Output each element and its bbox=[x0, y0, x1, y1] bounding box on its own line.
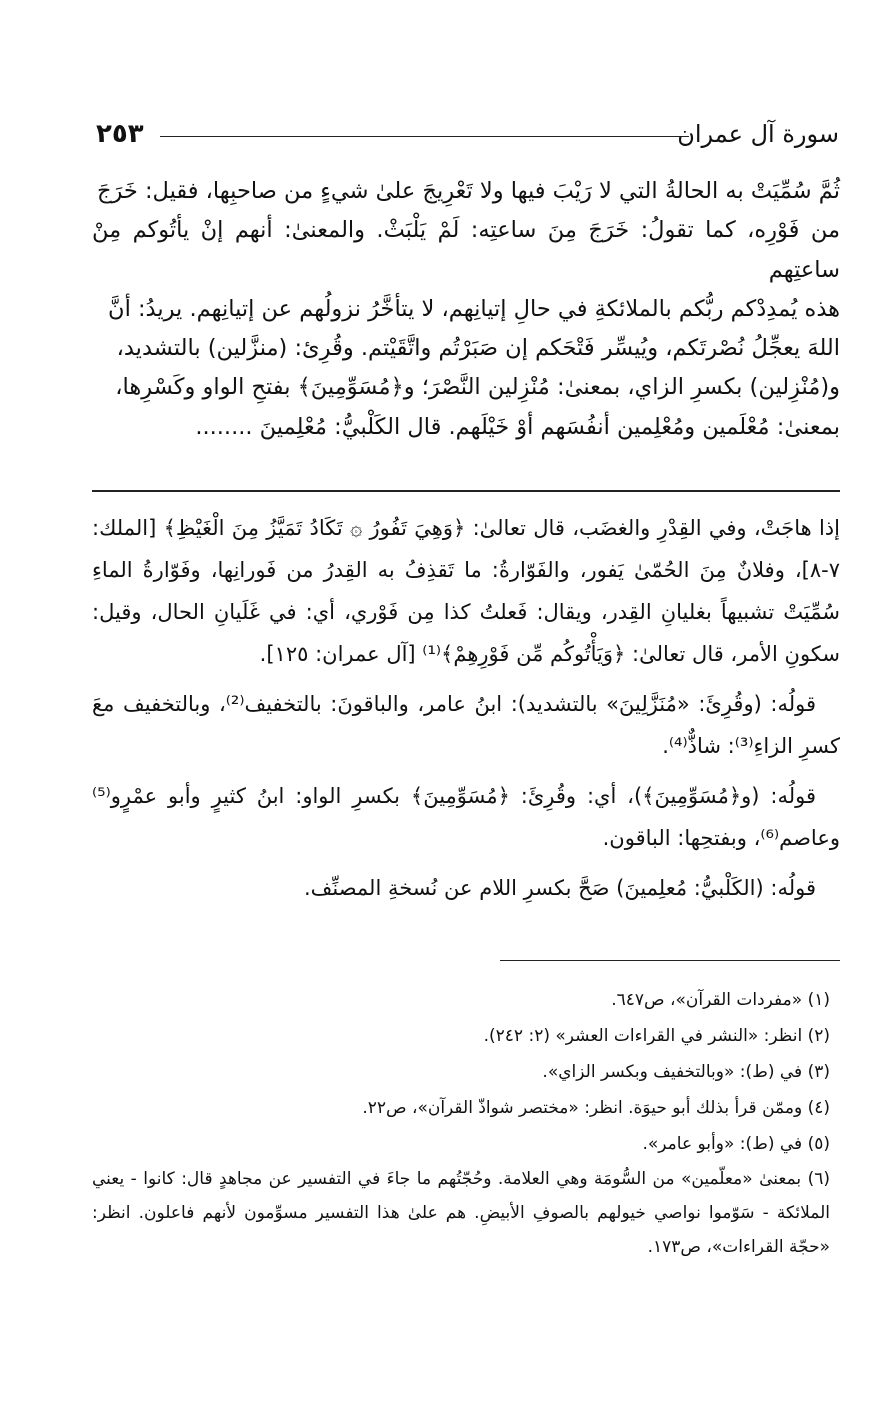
header-rule bbox=[160, 136, 689, 137]
commentary-paragraph: قولُه: (الكَلْبيُّ: مُعلِمينَ) صَحَّ بكسرِ اللام عن نُسخةِ المصنِّف. bbox=[303, 876, 816, 900]
commentary bbox=[92, 507, 840, 919]
main-text bbox=[92, 172, 840, 447]
footnote: (٢) انظر: «النشر في القراءات العشر» (٢: ٢٤٢). bbox=[483, 1026, 830, 1046]
main-text-divider bbox=[92, 490, 840, 492]
main-text-line: هذه يُمدِدْكم ربُّكم بالملائكةِ في حالِ إتيانِهم، لا يتأخَّرُ نزولُهم عن إتيانِهم. يريدُ: أنَّ bbox=[108, 295, 840, 322]
main-text-line: ثُمَّ سُمِّيَتْ به الحالةُ التي لا رَيْبَ فيها ولا تَعْرِيجَ علىٰ شيءٍ من صاحبِها، فقيل: خَرَجَ bbox=[96, 178, 840, 204]
footnote: (٦) بمعنىٰ «معلّمين» من السُّومَة وهي العلامة. وحُجّتُهم ما جاءَ في التفسير عن مجاهدٍ قال: كانوا - يعني الملائكة - سَوّموا نواصي خيولهم بالصوفِ الأبيضِ. هم علىٰ هذا التفسير مسوِّمون لأنهم فاعلون. انظر: «حجّة القراءات»، ص١٧٣. bbox=[92, 1169, 830, 1257]
main-text-line: بمعنىٰ: مُعْلَمين ومُعْلِمين أنفُسَهم أوْ خَيْلَهم. قال الكَلْبيُّ: مُعْلِمينَ ........ bbox=[195, 413, 840, 440]
surah-title: سورة آل عمران bbox=[677, 120, 839, 148]
footnote: (٤) وممّن قرأ بذلك أبو حيوَة. انظر: «مختصر شواذّ القرآن»، ص٢٢. bbox=[362, 1098, 830, 1118]
page-number: ٢٥٣ bbox=[96, 119, 144, 149]
main-text-line: اللهَ يعجِّلُ نُصْرتَكم، ويُيسِّر فَتْحَكم إن صَبَرْتُم واتَّقَيْتم. وقُرِئ: (منزَّلين) بالتشديد، bbox=[116, 335, 840, 362]
commentary-paragraph: قولُه: (و﴿مُسَوِّمِينَ﴾)، أي: وقُرِئَ: ﴿مُسَوِّمِينَ﴾ بكسرِ الواو: ابنُ كثيرٍ وأبو عمْرٍو⁽⁵⁾ وعاصم⁽⁶⁾، وبفتحِها: الباقون. bbox=[92, 784, 840, 850]
commentary-paragraph: إذا هاجَتْ، وفي القِدْرِ والغضَب، قال تعالىٰ: ﴿وَهِيَ تَفُورُ ۞ تَكَادُ تَمَيَّزُ مِنَ الْغَيْظِ﴾ [الملك: ٧-٨]، وفلانٌ مِنَ الحُمّىٰ يَفور، والفَوّارةُ: ما تَقذِفُ به القِدرُ من فَورانِها، وفَوّارةُ الماءِ سُمِّيَتْ تشبيهاً بغليانِ القِدر، ويقال: فَعلتُ كذا مِن فَوْري، أي: في غَلَيانِ الحال، وقيل: سكونِ الأمر، قال تعالىٰ: ﴿وَيَأْتُوكُم مِّن فَوْرِهِمْ﴾⁽¹⁾ [آل عمران: ١٢٥]. bbox=[92, 516, 840, 666]
commentary-paragraph: قولُه: (وقُرِئَ: «مُنَزَّلِينَ» بالتشديد): ابنُ عامر، والباقونَ: بالتخفيف⁽²⁾، وبالتخفيف معَ كسرِ الزاءِ⁽³⁾: شاذٌّ⁽⁴⁾. bbox=[92, 692, 840, 758]
page-header bbox=[96, 114, 839, 154]
footnotes-divider bbox=[500, 960, 840, 961]
main-text-line: من فَوْرِه، كما تقولُ: خَرَجَ مِنَ ساعتِه: لَمْ يَلْبَثْ. والمعنىٰ: أنهم إنْ يأتُوكم مِنْ ساعتِهم bbox=[92, 217, 840, 283]
main-text-line: و(مُنْزِلين) بكسرِ الزاي، بمعنىٰ: مُنْزِلين النَّصْرَ؛ و﴿مُسَوِّمِينَ﴾ بفتحِ الواو وكَسْرِها، bbox=[115, 374, 840, 401]
footnote: (٣) في (ط): «وبالتخفيف وبكسر الزاي». bbox=[542, 1062, 830, 1082]
footnote: (٥) في (ط): «وأبو عامر». bbox=[642, 1134, 830, 1154]
footnotes bbox=[92, 982, 830, 1264]
footnote: (١) «مفردات القرآن»، ص٦٤٧. bbox=[611, 990, 830, 1010]
